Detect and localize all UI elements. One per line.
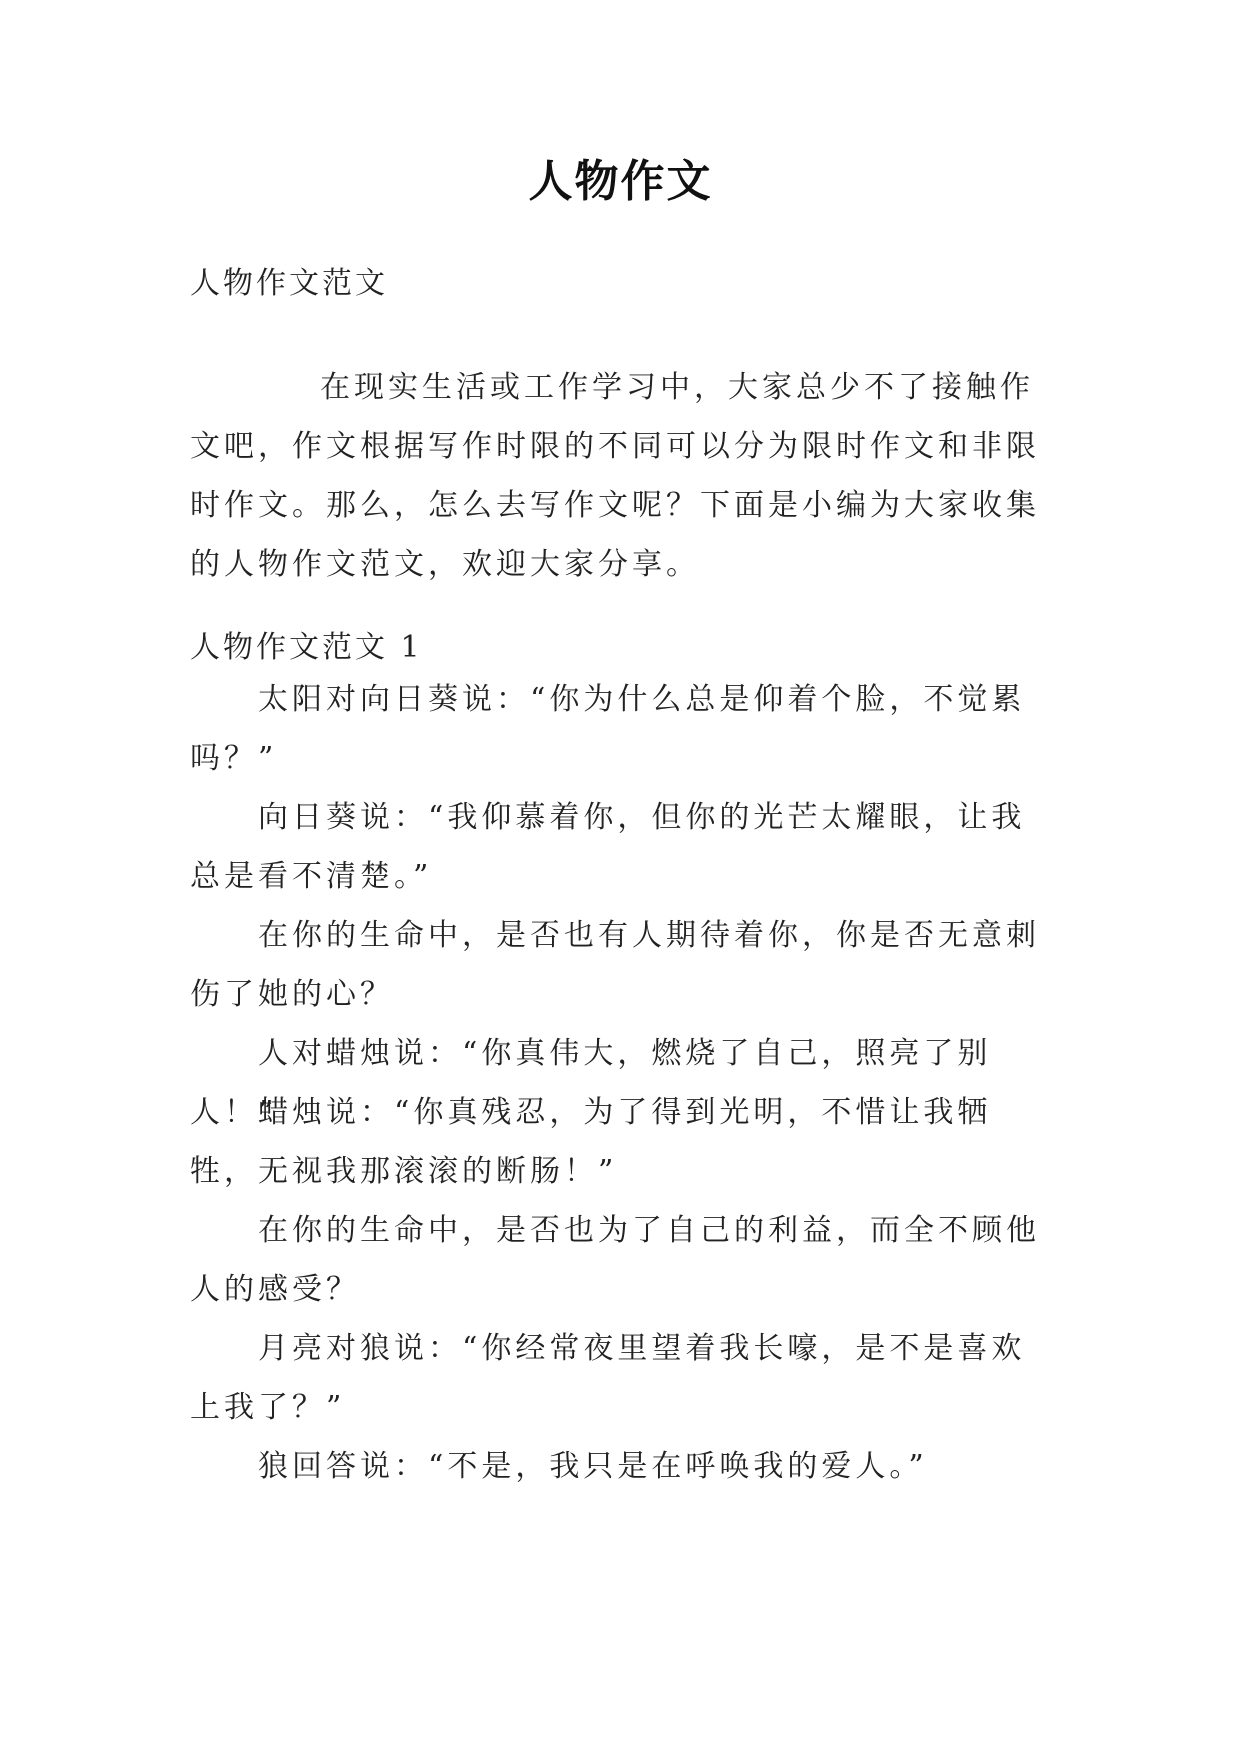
intro-paragraph: 在现实生活或工作学习中，大家总少不了接触作文吧，作文根据写作时限的不同可以分为限时作文和非限时作文。那么，怎么去写作文呢？下面是小编为大家收集的人物作文范文，欢迎大家分享。 xyxy=(190,370,1040,582)
body-paragraph-4: 人对蜡烛说：“你真伟大，燃烧了自己，照亮了别人！” xyxy=(190,1036,992,1130)
document-title: 人物作文 xyxy=(528,156,713,207)
body-paragraph-6: 在你的生命中，是否也为了自己的利益，而全不顾他人的感受？ xyxy=(190,1213,1040,1307)
body-paragraph-8: 狼回答说：“不是，我只是在呼唤我的爱人。” xyxy=(258,1449,928,1484)
section-heading: 人物作文范文 1 xyxy=(190,630,423,665)
body-paragraph-3: 在你的生命中，是否也有人期待着你，你是否无意刺伤了她的心？ xyxy=(190,918,1040,1012)
document-subtitle: 人物作文范文 xyxy=(190,266,388,301)
body-paragraph-2: 向日葵说：“我仰慕着你，但你的光芒太耀眼，让我总是看不清楚。” xyxy=(190,800,1026,894)
body-paragraph-1: 太阳对向日葵说：“你为什么总是仰着个脸，不觉累吗？” xyxy=(190,682,1026,776)
body-paragraph-7: 月亮对狼说：“你经常夜里望着我长嚎，是不是喜欢上我了？” xyxy=(190,1331,1026,1425)
body-paragraph-5: 蜡烛说：“你真残忍，为了得到光明，不惜让我牺牲，无视我那滚滚的断肠！” xyxy=(190,1095,992,1189)
